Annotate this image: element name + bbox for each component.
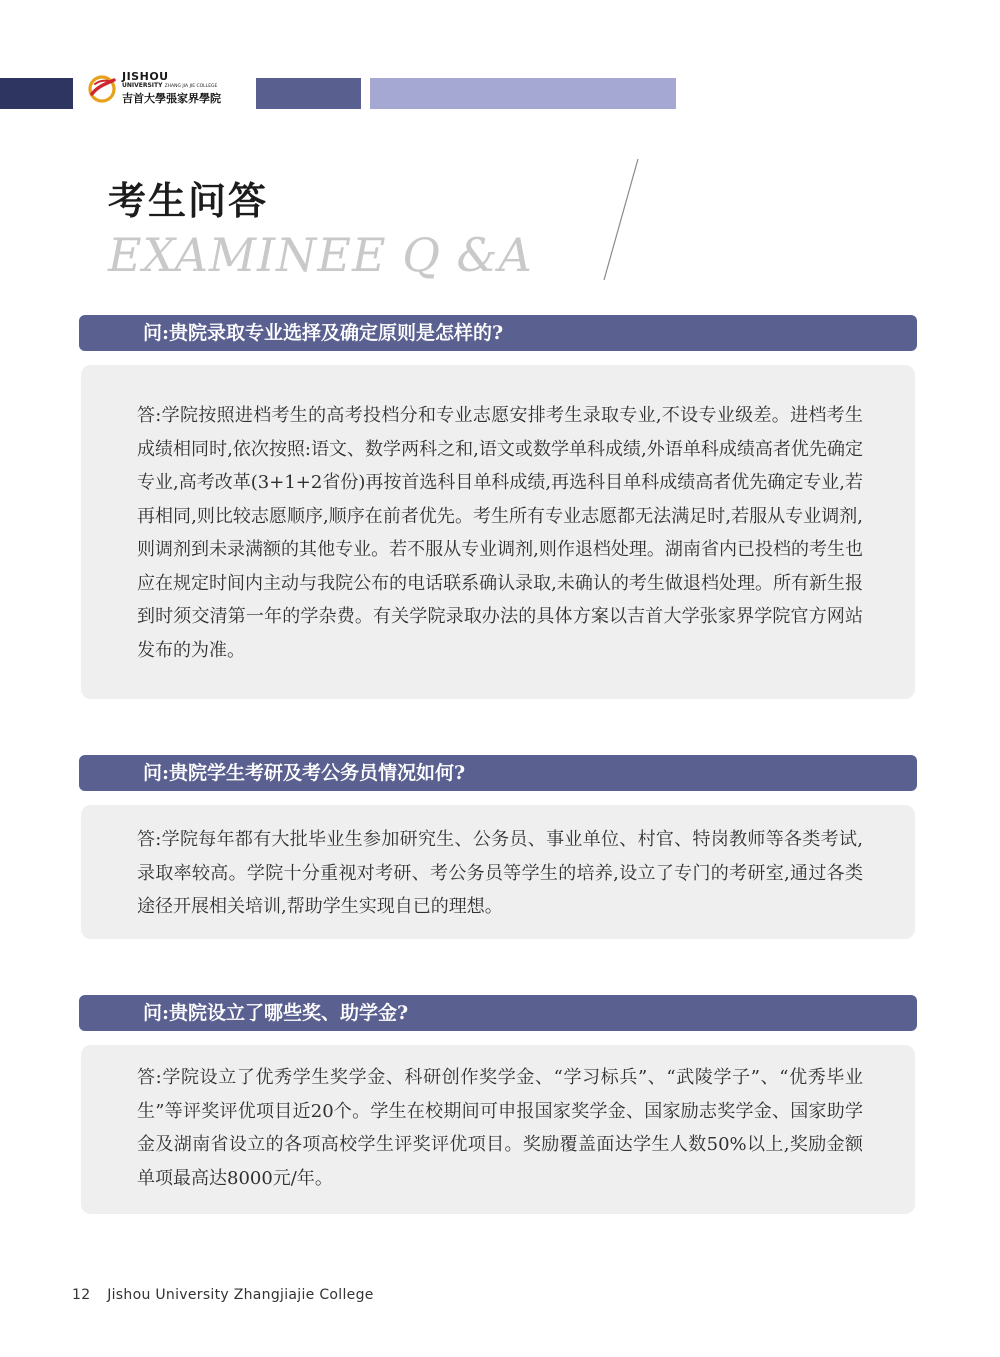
footer-college-name: Jishou University Zhangjiajie College [107,1287,374,1303]
answer-2: 答:学院每年都有大批毕业生参加研究生、公务员、事业单位、村官、特岗教师等各类考试,录取率较高。学院十分重视对考研、考公务员等学生的培养,设立了专门的考研室,通过各类途径开展相关培训,帮助学生实现自已的理想。 [137,829,863,917]
logo-text-college-en: ZHANG JIA JIE COLLEGE [164,84,218,89]
page-footer [72,1287,374,1303]
answer-1: 答:学院按照进档考生的高考投档分和专业志愿安排考生录取专业,不设专业级差。进档考生成绩相同时,依次按照:语文、数学两科之和,语文或数学单科成绩,外语单科成绩高者优先确定专业,高考改革(3+1+2省份)再按首选科目单科成绩,再选科目单科成绩高者优先确定专业,若再相同,则比较志愿顺序,顺序在前者优先。考生所有专业志愿都无法满足时,若服从专业调剂,则调剂到未录满额的其他专业。若不服从专业调剂,则作退档处理。湖南省内已投档的考生也应在规定时间内主动与我院公布的电话联系确认录取,未确认的考生做退档处理。所有新生报到时须交清第一年的学杂费。有关学院录取办法的具体方案以吉首大学张家界学院官方网站发布的为准。 [137,405,863,661]
header-bar-dark [0,78,73,109]
title-divider-line [600,158,640,282]
question-2: 问:贵院学生考研及考公务员情况如何? [79,755,917,791]
header-bar-mid [256,78,361,109]
answer-3: 答:学院设立了优秀学生奖学金、科研创作奖学金、“学习标兵”、“武陵学子”、“优秀毕业生”等评奖评优项目近20个。学生在校期间可申报国家奖学金、国家励志奖学金、国家助学金及湖南省设立的各项高校学生评奖评优项目。奖励覆盖面达学生人数50%以上,奖励金额单项最高达8000元/年。 [137,1067,863,1189]
college-logo [86,70,236,110]
logo-text-jishou: JISHOU [122,70,169,83]
question-1: 问:贵院录取专业选择及确定原则是怎样的? [79,315,917,351]
answer-box-1 [81,365,915,699]
logo-emblem-icon [86,72,118,104]
page-title: 考生问答 [108,178,269,223]
answer-box-2 [81,805,915,939]
header-bar-light [370,78,676,109]
logo-text-university [122,82,217,89]
logo-text-university-main: UNIVERSITY [122,82,163,89]
answer-box-3 [81,1045,915,1214]
page-subtitle-en: EXAMINEE Q &A [108,228,533,282]
question-3: 问:贵院设立了哪些奖、助学金? [79,995,917,1031]
page-number: 12 [72,1287,91,1303]
logo-text-college-cn: 吉首大學張家界學院 [122,92,221,105]
